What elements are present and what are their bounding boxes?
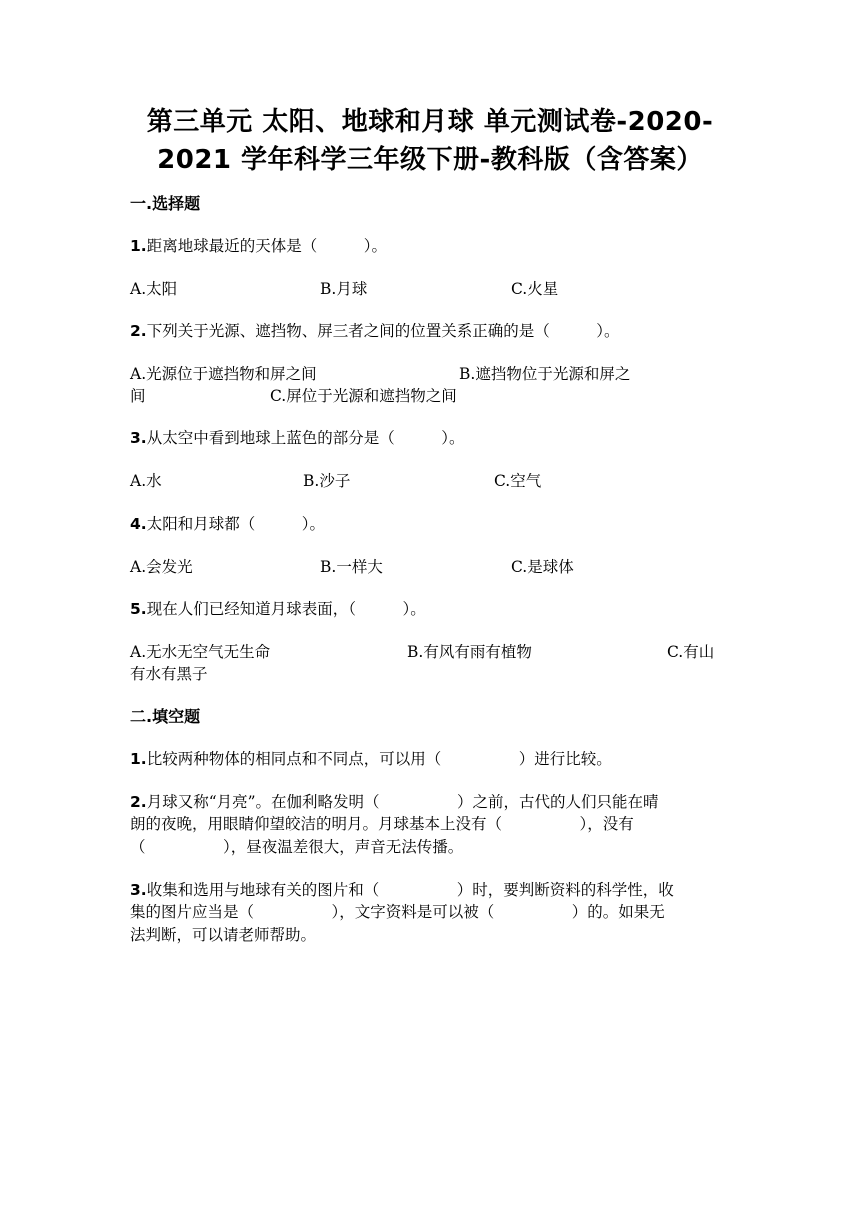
question-5-option-c: C.有山	[667, 643, 715, 661]
question-3-option-b: B.沙子	[303, 472, 351, 490]
document-title-line-1: 第三单元 太阳、地球和月球 单元测试卷-2020-	[146, 107, 714, 137]
question-text: 现在人们已经知道月球表面，（ ）。	[146, 600, 426, 618]
fill-question-3-line-2: 集的图片应当是（ ），文字资料是可以被（ ）的。如果无	[130, 903, 665, 921]
question-text: 比较两种物体的相同点和不同点，可以用（ ）进行比较。	[146, 750, 612, 768]
question-number: 3.	[130, 429, 147, 447]
question-text: 月球又称“月亮”。在伽利略发明（ ）之前，古代的人们只能在晴	[146, 793, 659, 811]
question-number: 1.	[130, 237, 147, 255]
question-1-option-a: A.太阳	[130, 280, 178, 298]
question-text: 太阳和月球都（ ）。	[146, 515, 325, 533]
question-2-option-b-wrap: 间	[130, 387, 146, 405]
question-2-stem	[130, 320, 619, 342]
fill-question-2-line-1	[130, 791, 659, 813]
question-1-option-b: B.月球	[320, 280, 368, 298]
question-4-option-b: B.一样大	[320, 558, 383, 576]
question-1-stem	[130, 235, 387, 257]
question-3-stem	[130, 427, 464, 449]
question-5-option-c-wrap: 有水有黑子	[130, 665, 208, 683]
question-2-option-b: B.遮挡物位于光源和屏之	[459, 365, 631, 383]
question-4-option-c: C.是球体	[511, 558, 574, 576]
section-heading-fill-blank: 二.填空题	[130, 707, 201, 726]
question-number: 3.	[130, 881, 147, 899]
question-text: 收集和选用与地球有关的图片和（ ）时，要判断资料的科学性，收	[146, 881, 674, 899]
fill-question-1	[130, 748, 612, 770]
question-text: 距离地球最近的天体是（ ）。	[146, 237, 387, 255]
question-4-stem	[130, 513, 325, 535]
question-3-option-c: C.空气	[494, 472, 542, 490]
question-number: 2.	[130, 793, 147, 811]
question-number: 2.	[130, 322, 147, 340]
fill-question-2-line-2: 朗的夜晚，用眼睛仰望皎洁的明月。月球基本上没有（ ），没有	[130, 815, 634, 833]
question-number: 4.	[130, 515, 147, 533]
question-2-option-a: A.光源位于遮挡物和屏之间	[130, 365, 317, 383]
question-2-option-c: C.屏位于光源和遮挡物之间	[270, 387, 457, 405]
fill-question-2-line-3: （ ），昼夜温差很大，声音无法传播。	[130, 838, 464, 856]
question-number: 5.	[130, 600, 147, 618]
question-5-stem	[130, 598, 426, 620]
fill-question-3-line-3: 法判断，可以请老师帮助。	[130, 926, 317, 944]
question-4-option-a: A.会发光	[130, 558, 193, 576]
question-3-option-a: A.水	[130, 472, 162, 490]
question-5-option-b: B.有风有雨有植物	[407, 643, 532, 661]
question-1-option-c: C.火星	[511, 280, 559, 298]
document-title-line-2: 2021 学年科学三年级下册-教科版（含答案）	[157, 145, 703, 175]
question-text: 下列关于光源、遮挡物、屏三者之间的位置关系正确的是（ ）。	[146, 322, 620, 340]
question-5-option-a: A.无水无空气无生命	[130, 643, 271, 661]
question-number: 1.	[130, 750, 147, 768]
fill-question-3-line-1	[130, 879, 674, 901]
question-text: 从太空中看到地球上蓝色的部分是（ ）。	[146, 429, 465, 447]
section-heading-choice: 一.选择题	[130, 194, 201, 213]
